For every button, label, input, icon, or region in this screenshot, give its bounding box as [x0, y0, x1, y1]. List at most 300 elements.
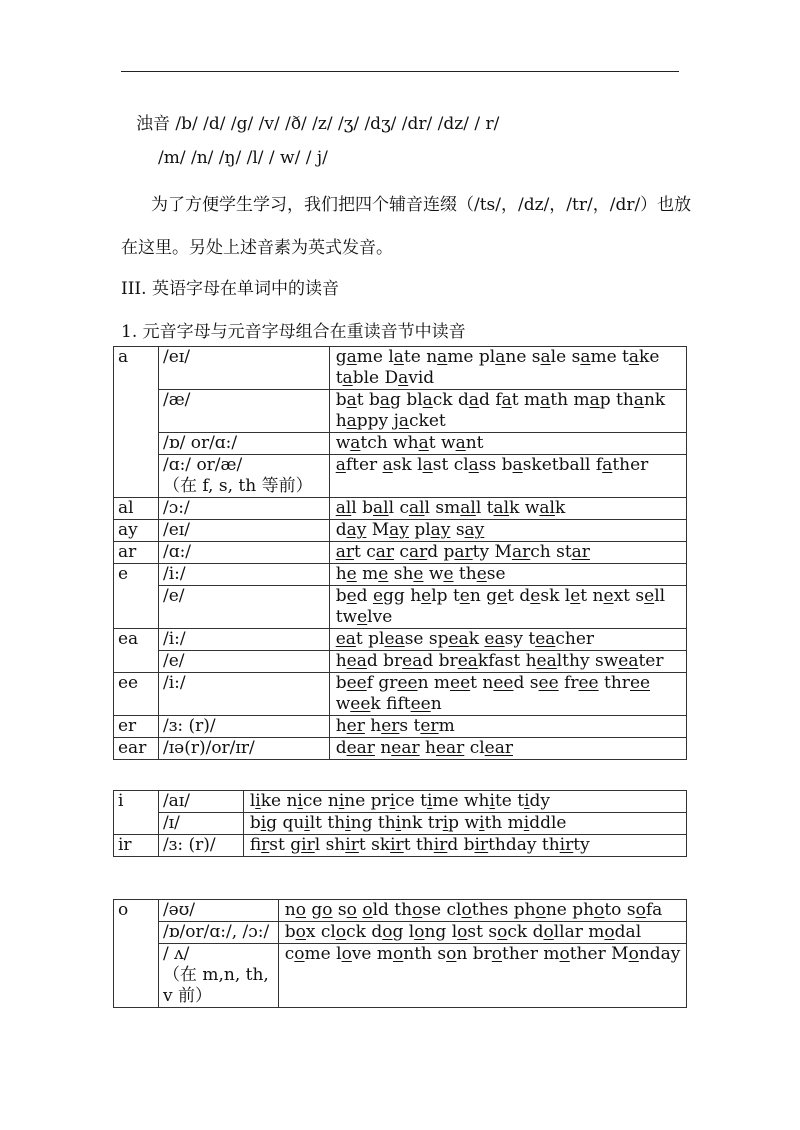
- highlighted-letters: ee: [346, 673, 367, 693]
- ipa-cell: /ɑ:/: [158, 542, 329, 564]
- example-words-cell: [329, 498, 686, 520]
- highlighted-letters: ar: [375, 542, 395, 562]
- example-word: healthy: [525, 651, 590, 671]
- highlighted-letters: a: [398, 411, 409, 431]
- highlighted-letters: a: [540, 347, 551, 367]
- highlighted-letters: o: [559, 944, 570, 964]
- highlighted-letters: o: [295, 900, 306, 920]
- example-word: quilt: [282, 813, 322, 833]
- highlighted-letters: i: [489, 791, 495, 811]
- highlighted-letters: ay: [430, 520, 451, 540]
- example-word: play: [414, 520, 451, 540]
- highlighted-letters: ear: [391, 738, 420, 758]
- example-word: teacher: [528, 629, 595, 649]
- ipa-cell: /ɒ/ or/ɑ:/: [158, 433, 329, 455]
- highlighted-letters: i: [345, 813, 351, 833]
- example-word: thirty: [541, 835, 590, 855]
- highlighted-letters: a: [468, 390, 480, 410]
- highlighted-letters: e: [459, 586, 470, 606]
- example-word: those: [394, 900, 442, 920]
- highlighted-letters: a: [437, 347, 448, 367]
- highlighted-letters: a: [580, 347, 591, 367]
- example-word: she: [393, 564, 424, 584]
- example-word: three: [604, 673, 651, 693]
- highlighted-letters: o: [461, 900, 472, 920]
- example-word: week: [335, 694, 381, 714]
- example-word: take: [622, 347, 660, 367]
- example-word: sofa: [626, 900, 663, 920]
- table-row: [114, 498, 687, 520]
- example-word: nice: [286, 791, 323, 811]
- letter-cell: al: [114, 498, 159, 520]
- ipa-cell: /əʊ/: [158, 900, 278, 922]
- highlighted-letters: o: [362, 900, 373, 920]
- header-rule: [121, 71, 679, 72]
- highlighted-letters: a: [382, 455, 393, 475]
- highlighted-letters: i: [523, 813, 530, 833]
- example-word: desk: [519, 586, 560, 606]
- example-word: old: [362, 900, 389, 920]
- example-word: so: [337, 900, 357, 920]
- highlighted-letters: a: [342, 368, 353, 388]
- example-word: price: [370, 791, 415, 811]
- example-words-cell: [243, 813, 686, 835]
- example-words-cell: [278, 900, 686, 922]
- example-word: same: [571, 347, 617, 367]
- example-word: card: [399, 542, 439, 562]
- example-words-cell: [329, 738, 686, 760]
- letter-cell: ir: [114, 835, 159, 857]
- example-word: art: [335, 542, 361, 562]
- example-word: dad: [458, 390, 490, 410]
- highlighted-letters: o: [535, 900, 546, 920]
- example-word: ball: [362, 498, 395, 518]
- highlighted-letters: ir: [474, 835, 489, 855]
- example-word: bread: [383, 651, 434, 671]
- highlighted-letters: e: [497, 586, 508, 606]
- highlighted-letters: ir: [301, 835, 315, 855]
- vowel-table-o: [113, 899, 687, 1008]
- highlighted-letters: o: [335, 922, 347, 942]
- highlighted-letters: ee: [410, 694, 431, 714]
- highlighted-letters: i: [479, 813, 485, 833]
- highlighted-letters: o: [341, 944, 352, 964]
- highlighted-letters: e: [357, 607, 368, 627]
- highlighted-letters: o: [346, 900, 357, 920]
- ipa-cell: /ɪ/: [158, 813, 243, 835]
- example-word: dear: [335, 738, 375, 758]
- example-word: with: [464, 813, 503, 833]
- highlighted-letters: ee: [350, 694, 371, 714]
- highlighted-letters: er: [420, 716, 439, 736]
- example-words-cell: [329, 520, 686, 542]
- letter-cell: ee: [114, 673, 159, 716]
- highlighted-letters: e: [443, 564, 454, 584]
- letter-cell: e: [114, 564, 159, 629]
- example-word: breakfast: [438, 651, 521, 671]
- example-word: sell: [635, 586, 666, 606]
- highlighted-letters: e: [603, 586, 614, 606]
- example-word: hear: [425, 738, 465, 758]
- example-word: shirt: [325, 835, 366, 855]
- highlighted-letters: ar: [454, 542, 473, 562]
- highlighted-letters: e: [346, 586, 357, 606]
- highlighted-letters: ee: [629, 673, 651, 693]
- highlighted-letters: e: [413, 564, 424, 584]
- highlighted-letters: ir: [433, 835, 448, 855]
- highlighted-letters: ear: [435, 738, 465, 758]
- highlighted-letters: ea: [384, 629, 405, 649]
- example-word: free: [564, 673, 599, 693]
- table-row: [114, 564, 687, 586]
- ipa-cell: /i:/: [158, 564, 329, 586]
- highlighted-letters: a: [418, 433, 429, 453]
- example-word: time: [420, 791, 459, 811]
- highlighted-letters: e: [378, 564, 389, 584]
- example-word: need: [482, 673, 525, 693]
- highlighted-letters: al: [539, 498, 555, 518]
- subsection-heading: 1. 元音字母与元音字母组合在重读音节中读音: [121, 322, 466, 342]
- example-word: son: [437, 944, 468, 964]
- ipa-note: （在 f, s, th 等前）: [162, 476, 313, 496]
- table-row: [114, 542, 687, 564]
- highlighted-letters: ay: [464, 520, 485, 540]
- letter-cell: er: [114, 716, 159, 738]
- example-words-cell: [329, 433, 686, 455]
- example-word: bag: [368, 390, 401, 410]
- table-row: [114, 455, 687, 498]
- example-word: black: [406, 390, 453, 410]
- ipa-cell: /ɪə(r)/or/ɪr/: [158, 738, 329, 760]
- highlighted-letters: o: [635, 900, 646, 920]
- highlighted-letters: al: [408, 498, 425, 518]
- ipa-cell: /i:/: [158, 629, 329, 651]
- example-words-cell: [329, 673, 686, 716]
- ipa-cell: /aɪ/: [158, 791, 243, 813]
- example-words-cell: [329, 716, 686, 738]
- highlighted-letters: a: [393, 347, 404, 367]
- example-word: game: [335, 347, 383, 367]
- example-words-cell: [329, 564, 686, 586]
- example-word: these: [458, 564, 506, 584]
- highlighted-letters: i: [297, 791, 303, 811]
- example-word: table: [335, 368, 380, 388]
- letter-cell: ear: [114, 738, 159, 760]
- voiced-consonants-continued: /m/ /n/ /ŋ/ /l/ / w/ / j/: [158, 148, 328, 168]
- highlighted-letters: a: [628, 347, 640, 367]
- highlighted-letters: er: [381, 716, 400, 736]
- example-word: thank: [616, 390, 666, 410]
- example-word: lost: [451, 922, 483, 942]
- ipa-cell: /e/: [158, 586, 329, 629]
- example-word: watch: [335, 433, 388, 453]
- table-row: [114, 922, 687, 944]
- table-row: [114, 586, 687, 629]
- highlighted-letters: o: [543, 922, 554, 942]
- example-word: late: [388, 347, 421, 367]
- highlighted-letters: ar: [335, 542, 354, 562]
- example-words-cell: [329, 347, 686, 390]
- highlighted-letters: ea: [484, 629, 505, 649]
- example-word: sale: [531, 347, 567, 367]
- example-word: near: [380, 738, 420, 758]
- highlighted-letters: er: [346, 716, 365, 736]
- example-word: basketball: [501, 455, 591, 475]
- highlighted-letters: o: [322, 900, 333, 920]
- example-word: David: [384, 368, 435, 388]
- highlighted-letters: a: [540, 390, 551, 410]
- example-word: clock: [320, 922, 366, 942]
- ipa-note: （在 m,n, th, v 前）: [162, 965, 269, 1006]
- example-word: he: [335, 564, 357, 584]
- example-word: mother: [543, 944, 606, 964]
- example-word: May: [371, 520, 409, 540]
- example-word: bat: [335, 390, 364, 410]
- highlighted-letters: ay: [389, 520, 409, 540]
- highlighted-letters: a: [501, 390, 512, 410]
- highlighted-letters: e: [372, 586, 384, 606]
- example-word: small: [435, 498, 482, 518]
- letter-cell: o: [114, 900, 159, 1008]
- example-words-cell: [243, 835, 686, 857]
- highlighted-letters: o: [446, 944, 457, 964]
- highlighted-letters: ear: [484, 738, 513, 758]
- example-word: bed: [335, 586, 368, 606]
- example-word: name: [426, 347, 474, 367]
- example-word: after: [335, 455, 378, 475]
- example-word: talk: [486, 498, 520, 518]
- ipa-cell: /ɜ: (r)/: [158, 835, 243, 857]
- example-word: trip: [427, 813, 460, 833]
- highlighted-letters: e: [570, 586, 581, 606]
- highlighted-letters: ee: [493, 673, 514, 693]
- example-word: clothes: [446, 900, 509, 920]
- example-word: father: [595, 455, 649, 475]
- highlighted-letters: ea: [346, 651, 367, 671]
- highlighted-letters: al: [460, 498, 476, 518]
- example-word: like: [249, 791, 282, 811]
- example-words-cell: [278, 944, 686, 1008]
- ipa-cell: /ɜ: (r)/: [158, 716, 329, 738]
- highlighted-letters: o: [295, 922, 306, 942]
- example-word: plane: [478, 347, 527, 367]
- ipa-cell: /ɒ/or/ɑ:/, /ɔ:/: [158, 922, 278, 944]
- highlighted-letters: o: [491, 944, 503, 964]
- highlighted-letters: i: [304, 813, 310, 833]
- highlighted-letters: a: [335, 455, 346, 475]
- example-words-cell: [329, 651, 686, 673]
- highlighted-letters: i: [395, 813, 402, 833]
- example-word: come: [284, 944, 331, 964]
- example-word: love: [336, 944, 372, 964]
- highlighted-letters: a: [379, 390, 391, 410]
- highlighted-letters: o: [382, 922, 393, 942]
- example-word: modal: [588, 922, 642, 942]
- highlighted-letters: ar: [511, 542, 531, 562]
- highlighted-letters: o: [294, 944, 305, 964]
- vowel-table-i: [113, 790, 687, 857]
- table-row: [114, 813, 687, 835]
- example-word: star: [556, 542, 590, 562]
- highlighted-letters: i: [260, 813, 267, 833]
- example-word: Monday: [611, 944, 681, 964]
- highlighted-letters: o: [497, 922, 508, 942]
- example-word: all: [335, 498, 357, 518]
- highlighted-letters: i: [524, 791, 530, 811]
- example-word: fat: [495, 390, 519, 410]
- example-word: we: [428, 564, 454, 584]
- highlighted-letters: o: [414, 922, 425, 942]
- table-row: [114, 900, 687, 922]
- letter-cell: ea: [114, 629, 159, 673]
- highlighted-letters: a: [422, 455, 433, 475]
- example-word: eat: [335, 629, 363, 649]
- example-word: help: [410, 586, 448, 606]
- example-word: me: [362, 564, 389, 584]
- highlighted-letters: e: [476, 564, 487, 584]
- example-word: happy: [335, 411, 389, 431]
- highlighted-letters: ea: [535, 629, 556, 649]
- highlighted-letters: ir: [261, 835, 270, 855]
- example-word: party: [443, 542, 490, 562]
- ipa-cell: /æ/: [158, 390, 329, 433]
- highlighted-letters: ea: [402, 651, 423, 671]
- example-words-cell: [243, 791, 686, 813]
- voiced-consonants-line: 浊音 /b/ /d/ /g/ /v/ /ð/ /z/ /ʒ/ /dʒ/ /dr/ /dz/ / r/: [136, 114, 500, 134]
- highlighted-letters: e: [530, 586, 541, 606]
- ipa-cell: /e/: [158, 651, 329, 673]
- example-word: jacket: [393, 411, 446, 431]
- example-word: egg: [372, 586, 405, 606]
- example-words-cell: [278, 922, 686, 944]
- example-word: next: [592, 586, 630, 606]
- letter-cell: ay: [114, 520, 159, 542]
- example-word: speak: [428, 629, 480, 649]
- letter-cell: a: [114, 347, 159, 498]
- example-word: middle: [507, 813, 567, 833]
- example-word: dog: [371, 922, 404, 942]
- highlighted-letters: ea: [457, 651, 478, 671]
- ipa-cell: /i:/: [158, 673, 329, 716]
- example-word: think: [377, 813, 423, 833]
- example-word: photo: [572, 900, 622, 920]
- highlighted-letters: e: [346, 564, 357, 584]
- highlighted-letters: ea: [536, 651, 557, 671]
- example-word: girl: [290, 835, 321, 855]
- example-word: what: [393, 433, 436, 453]
- example-word: get: [486, 586, 514, 606]
- highlighted-letters: a: [346, 390, 357, 410]
- vowel-table-a-e: [113, 346, 687, 760]
- example-word: sock: [488, 922, 528, 942]
- highlighted-letters: ear: [346, 738, 375, 758]
- example-words-cell: [329, 455, 686, 498]
- highlighted-letters: ay: [346, 520, 367, 540]
- highlighted-letters: ee: [397, 673, 418, 693]
- highlighted-letters: i: [442, 813, 449, 833]
- example-word: say: [455, 520, 485, 540]
- example-word: tidy: [517, 791, 551, 811]
- highlighted-letters: i: [389, 791, 396, 811]
- highlighted-letters: ea: [335, 629, 356, 649]
- highlighted-letters: ir: [559, 835, 574, 855]
- example-words-cell: [329, 390, 686, 433]
- example-word: term: [413, 716, 455, 736]
- highlighted-letters: o: [628, 944, 639, 964]
- example-word: skirt: [371, 835, 411, 855]
- highlighted-letters: e: [421, 586, 432, 606]
- highlighted-letters: a: [350, 433, 361, 453]
- highlighted-letters: ar: [571, 542, 590, 562]
- example-word: month: [376, 944, 433, 964]
- example-word: want: [441, 433, 484, 453]
- highlighted-letters: a: [633, 390, 644, 410]
- example-word: birthday: [463, 835, 537, 855]
- example-word: white: [464, 791, 512, 811]
- highlighted-letters: a: [422, 390, 433, 410]
- ipa-cell: /eɪ/: [158, 520, 329, 542]
- example-word: meet: [433, 673, 478, 693]
- highlighted-letters: i: [426, 791, 433, 811]
- highlighted-letters: o: [594, 900, 605, 920]
- highlighted-letters: ea: [618, 651, 639, 671]
- example-word: call: [399, 498, 430, 518]
- highlighted-letters: a: [602, 455, 613, 475]
- example-word: thing: [327, 813, 373, 833]
- highlighted-letters: ir: [345, 835, 359, 855]
- example-word: nine: [327, 791, 366, 811]
- example-word: third: [415, 835, 459, 855]
- table-row: [114, 673, 687, 716]
- highlighted-letters: o: [412, 900, 423, 920]
- note-paragraph-line1: 为了方便学生学习，我们把四个辅音连缀（/ts/，/dz/，/tr/，/dr/）也放: [151, 195, 692, 215]
- table-row: [114, 651, 687, 673]
- table-row: [114, 520, 687, 542]
- highlighted-letters: al: [373, 498, 389, 518]
- example-word: easy: [484, 629, 523, 649]
- table-row: [114, 944, 687, 1008]
- example-word: walk: [524, 498, 566, 518]
- example-word: day: [335, 520, 367, 540]
- ipa-cell: /eɪ/: [158, 347, 329, 390]
- table-row: [114, 716, 687, 738]
- example-word: beef: [335, 673, 374, 693]
- example-word: green: [378, 673, 429, 693]
- highlighted-letters: ee: [538, 673, 559, 693]
- highlighted-letters: a: [512, 455, 523, 475]
- highlighted-letters: o: [393, 944, 404, 964]
- highlighted-letters: a: [468, 455, 479, 475]
- highlighted-letters: ar: [408, 542, 428, 562]
- section-heading: III. 英语字母在单词中的读音: [121, 279, 339, 299]
- example-words-cell: [329, 629, 686, 651]
- highlighted-letters: al: [493, 498, 510, 518]
- table-row: [114, 433, 687, 455]
- highlighted-letters: a: [346, 347, 357, 367]
- example-word: let: [564, 586, 588, 606]
- example-word: March: [494, 542, 551, 562]
- example-word: brother: [472, 944, 538, 964]
- example-word: last: [417, 455, 449, 475]
- example-word: map: [573, 390, 611, 410]
- highlighted-letters: ee: [578, 673, 599, 693]
- highlighted-letters: i: [338, 791, 345, 811]
- example-word: please: [368, 629, 424, 649]
- ipa-cell: /ɔ:/: [158, 498, 329, 520]
- highlighted-letters: a: [346, 411, 357, 431]
- example-word: sweater: [594, 651, 664, 671]
- example-word: head: [335, 651, 378, 671]
